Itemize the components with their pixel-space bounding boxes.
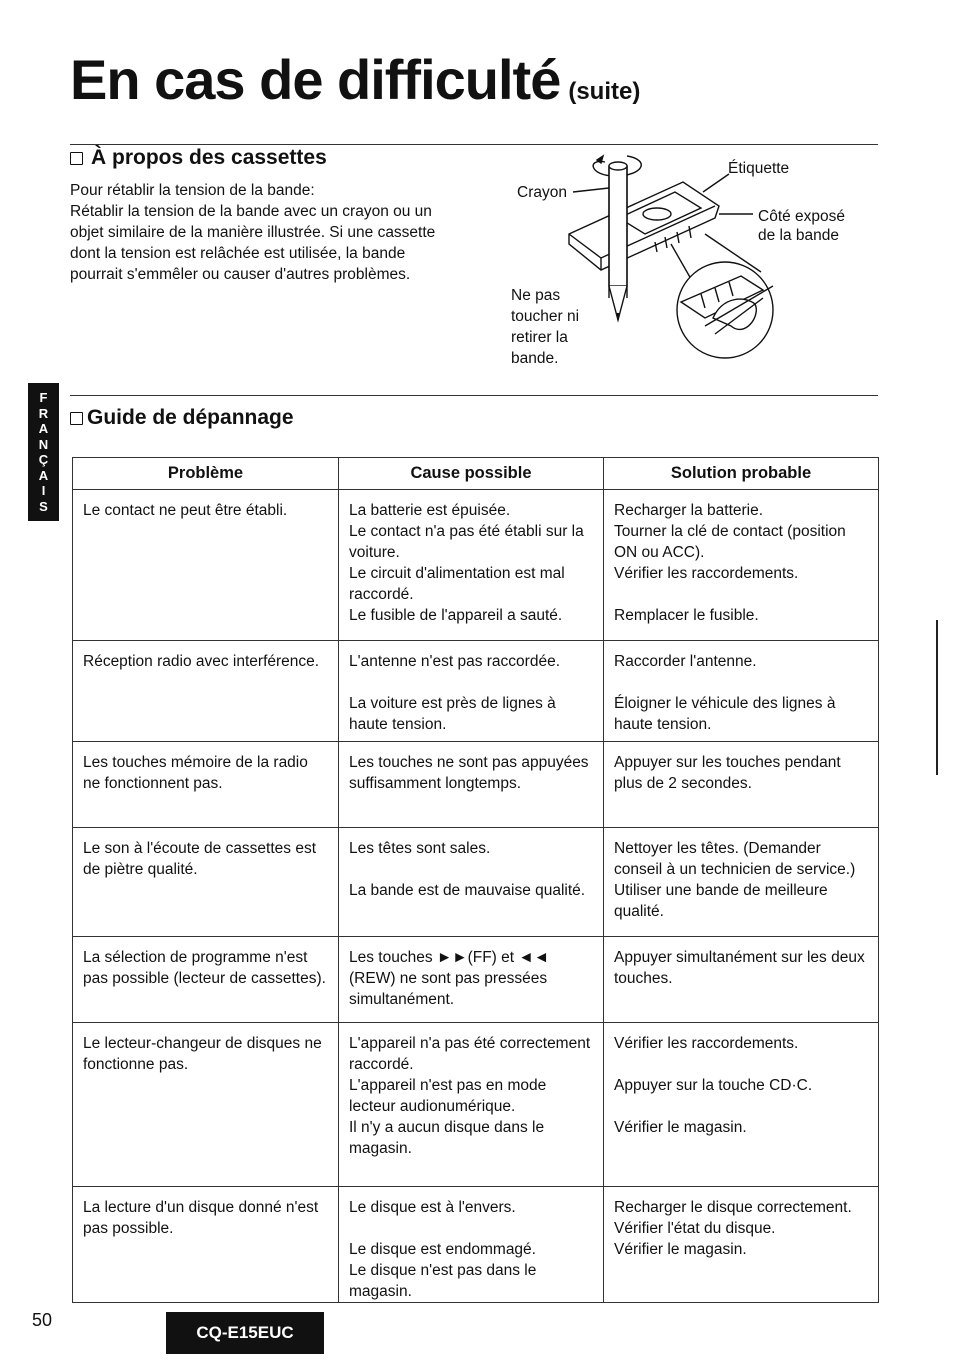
cause-cell: [339, 1023, 604, 1187]
column-header-problem: Problème: [73, 458, 339, 490]
side-tab-letter: A: [38, 467, 49, 483]
cell-spacer: [349, 672, 594, 693]
table-row: [73, 828, 879, 937]
cell-text: Utiliser une bande de meilleure qualité.: [614, 882, 828, 920]
cell-text: Le contact ne peut être établi.: [83, 502, 288, 519]
side-tab-letter: S: [39, 498, 48, 514]
cell-text: Le son à l'écoute de cassettes est de piètre qualité.: [83, 840, 317, 878]
table-row: [73, 1023, 879, 1187]
label-cote-line1: Côté exposé: [758, 208, 846, 225]
warning-line3: retirer la: [511, 329, 568, 346]
warning-line2: toucher ni: [511, 308, 580, 325]
cell-text: Vérifier l'état du disque.: [614, 1220, 776, 1237]
cell-text: La lecture d'un disque donné n'est pas possible.: [83, 1199, 319, 1237]
cassette-section-heading: [70, 146, 327, 170]
label-etiquette: Étiquette: [728, 160, 790, 177]
cause-cell: [339, 828, 604, 937]
cell-text: La bande est de mauvaise qualité.: [349, 882, 586, 899]
cell-text: Vérifier les raccordements.: [614, 565, 799, 582]
problem-cell: [73, 742, 339, 828]
cassette-illustration: [505, 148, 885, 378]
cell-text: Tourner la clé de contact (position ON ou ACC).: [614, 523, 846, 561]
cell-spacer: [614, 672, 869, 693]
table-body: [73, 490, 879, 1303]
label-cote-line2: de la bande: [758, 227, 840, 244]
solution-cell: [604, 1187, 879, 1303]
cell-text: Le disque est à l'envers.: [349, 1199, 516, 1216]
table-row: [73, 742, 879, 828]
cell-text: La batterie est épuisée.: [349, 502, 511, 519]
cell-text: Les touches ►►(FF) et ◄◄ (REW) ne sont pas pressées simultanément.: [349, 949, 550, 1008]
side-tab-letter: I: [41, 483, 46, 498]
cell-text: Les têtes sont sales.: [349, 840, 491, 857]
warning-line4: bande.: [511, 350, 559, 367]
cell-text: Appuyer simultanément sur les deux touches.: [614, 949, 865, 987]
cell-text: L'antenne n'est pas raccordée.: [349, 653, 561, 670]
intro-body: Rétablir la tension de la bande avec un crayon ou un objet similaire de la manière illustrée. Si une cassette dont la tension est relâchée est utilisée, la bande pourrait s'emmêler ou causer d'autres problèmes.: [70, 203, 436, 283]
cell-text: Raccorder l'antenne.: [614, 653, 757, 670]
table-row: [73, 641, 879, 742]
cell-text: Vérifier les raccordements.: [614, 1035, 799, 1052]
cell-text: La sélection de programme n'est pas possible (lecteur de cassettes).: [83, 949, 326, 987]
cell-text: Nettoyer les têtes. (Demander conseil à un technicien de service.): [614, 840, 856, 878]
cell-text: L'appareil n'a pas été correctement raccordé.: [349, 1035, 591, 1073]
page-title-main: En cas de difficulté: [70, 48, 561, 111]
solution-cell: [604, 742, 879, 828]
cell-text: Réception radio avec interférence.: [83, 653, 320, 670]
cell-text: Le lecteur-changeur de disques ne fonctionne pas.: [83, 1035, 322, 1073]
cell-text: Les touches ne sont pas appuyées suffisamment longtemps.: [349, 754, 589, 792]
page-title-suffix: (suite): [568, 78, 641, 105]
problem-cell: [73, 490, 339, 641]
cell-spacer: [349, 859, 594, 880]
side-tab-letter: Ç: [38, 452, 49, 467]
solution-cell: [604, 937, 879, 1023]
cassette-heading-text: À propos des cassettes: [91, 146, 327, 169]
cell-text: Il n'y a aucun disque dans le magasin.: [349, 1119, 545, 1157]
cell-text: La voiture est près de lignes à haute tension.: [349, 695, 556, 733]
page-title: [70, 48, 641, 111]
table-row: [73, 937, 879, 1023]
cell-spacer: [614, 584, 869, 605]
problem-cell: [73, 1023, 339, 1187]
side-tab-letter: N: [38, 436, 49, 452]
table-header-row: [73, 458, 879, 490]
cell-text: Remplacer le fusible.: [614, 607, 759, 624]
cell-text: Appuyer sur la touche CD·C.: [614, 1077, 813, 1094]
solution-cell: [604, 1023, 879, 1187]
cell-text: Recharger le disque correctement.: [614, 1199, 852, 1216]
problem-cell: [73, 937, 339, 1023]
cell-text: Vérifier le magasin.: [614, 1119, 747, 1136]
warning-line1: Ne pas: [511, 287, 561, 304]
cell-text: Le disque est endommagé.: [349, 1241, 536, 1258]
solution-cell: [604, 641, 879, 742]
cassette-intro: [70, 180, 456, 285]
checkbox-square-icon: [70, 152, 83, 165]
side-tab-letter: F: [39, 390, 48, 405]
cell-text: Les touches mémoire de la radio ne fonctionnent pas.: [83, 754, 308, 792]
margin-mark: [936, 620, 938, 775]
cell-text: Vérifier le magasin.: [614, 1241, 747, 1258]
intro-line: Pour rétablir la tension de la bande:: [70, 182, 315, 199]
cell-text: L'appareil n'est pas en mode lecteur audionumérique.: [349, 1077, 547, 1115]
solution-cell: [604, 490, 879, 641]
cell-text: Éloigner le véhicule des lignes à haute tension.: [614, 695, 836, 733]
cell-text: Le fusible de l'appareil a sauté.: [349, 607, 563, 624]
problem-cell: [73, 641, 339, 742]
cause-cell: [339, 742, 604, 828]
model-badge: CQ-E15EUC: [166, 1312, 324, 1354]
page-number: 50: [32, 1310, 53, 1330]
cell-text: Le circuit d'alimentation est mal raccordé.: [349, 565, 565, 603]
table-row: [73, 490, 879, 641]
title-rule: [70, 144, 878, 145]
side-tab-letter: A: [38, 421, 49, 436]
cause-cell: [339, 490, 604, 641]
cause-cell: [339, 1187, 604, 1303]
table-row: [73, 1187, 879, 1303]
solution-cell: [604, 828, 879, 937]
column-header-solution: Solution probable: [604, 458, 879, 490]
troubleshooting-table: [72, 457, 879, 1303]
troubleshooting-heading: [70, 406, 294, 430]
language-side-tab: [28, 383, 59, 521]
cell-text: Recharger la batterie.: [614, 502, 764, 519]
section-rule: [70, 395, 878, 396]
cell-text: Le contact n'a pas été établi sur la voiture.: [349, 523, 584, 561]
cell-spacer: [349, 1218, 594, 1239]
problem-cell: [73, 1187, 339, 1303]
problem-cell: [73, 828, 339, 937]
side-tab-letter: R: [38, 405, 49, 421]
checkbox-square-icon: [70, 412, 83, 425]
cause-cell: [339, 641, 604, 742]
cell-spacer: [614, 1054, 869, 1075]
label-crayon: Crayon: [517, 184, 567, 201]
cell-text: Le disque n'est pas dans le magasin.: [349, 1262, 537, 1300]
cell-spacer: [614, 1096, 869, 1117]
cause-cell: [339, 937, 604, 1023]
column-header-cause: Cause possible: [339, 458, 604, 490]
troubleshooting-heading-text: Guide de dépannage: [87, 406, 294, 429]
cell-text: Appuyer sur les touches pendant plus de 2 secondes.: [614, 754, 841, 792]
